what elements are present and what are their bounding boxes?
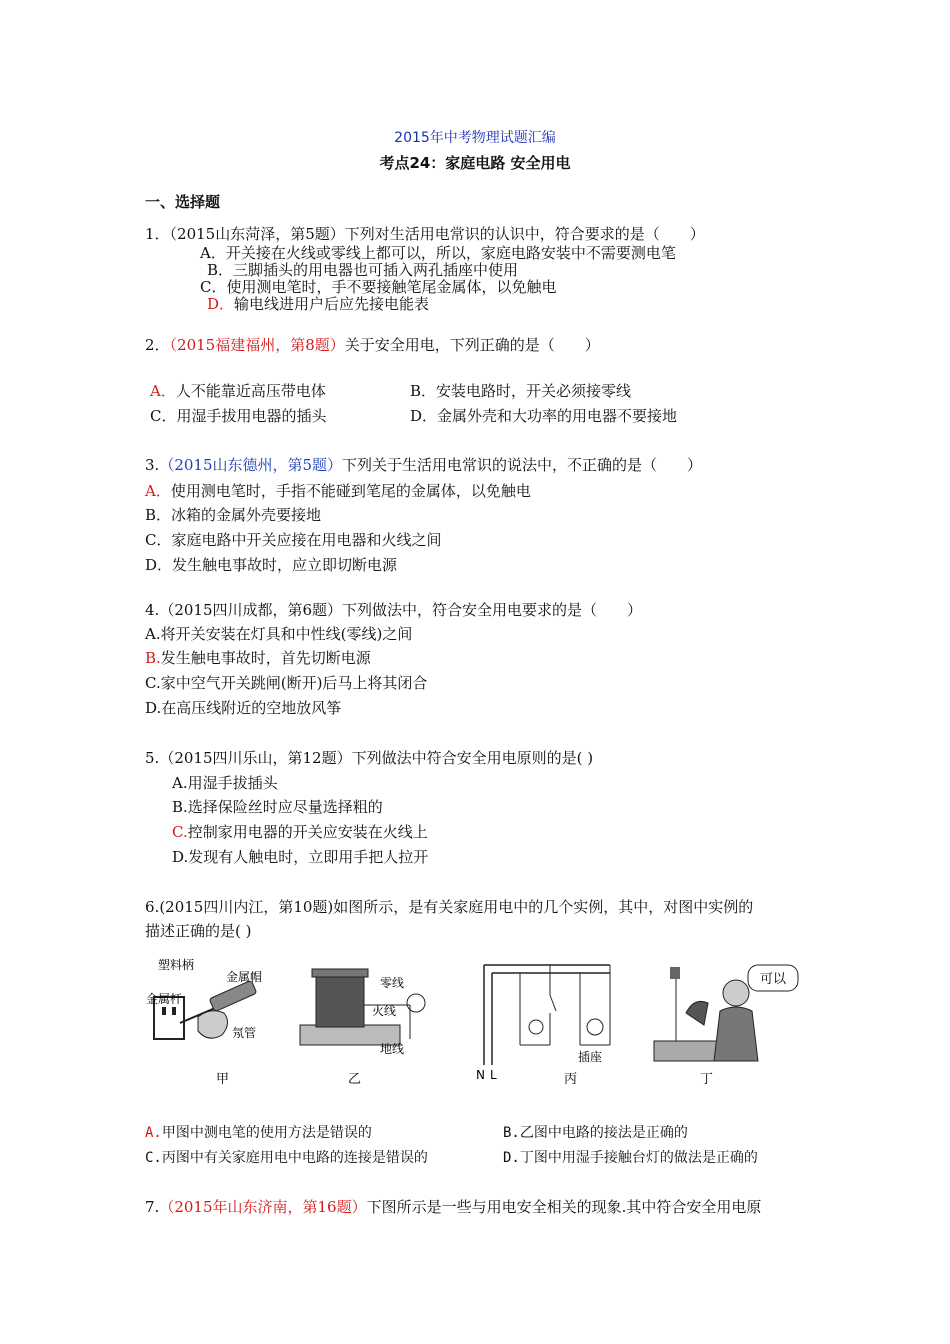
- question-text: 下列做法中，符合安全用电要求的是（ ）: [342, 601, 643, 619]
- question-number: 6.: [145, 898, 160, 916]
- q3-option-a: A．使用测电笔时，手指不能碰到笔尾的金属体，以免触电: [145, 482, 531, 500]
- q5-option-b: B.选择保险丝时应尽量选择粗的: [172, 798, 383, 816]
- question-source: （2015福建福州，第8题）: [169, 336, 345, 354]
- q1-option-b: B．三脚插头的用电器也可插入两孔插座中使用: [207, 261, 519, 279]
- question-text: 下列对生活用电常识的认识中，符合要求的是（ ）: [344, 225, 705, 243]
- question-source: （2015四川乐山，第12题）: [159, 749, 352, 767]
- figure-bing: [476, 965, 610, 1087]
- question-text: 下列做法中符合安全用电原则的是( ): [351, 749, 594, 767]
- svg-text:乙: 乙: [348, 1072, 362, 1087]
- question-6-stem: [145, 897, 753, 917]
- question-5-stem: [145, 748, 593, 768]
- q5-option-c: C.控制家用电器的开关应安装在火线上: [172, 823, 428, 841]
- q6-option-d: D.丁图中用湿手接触台灯的做法是正确的: [503, 1150, 758, 1166]
- question-source: （2015四川成都，第6题）: [159, 601, 343, 619]
- svg-text:插座: 插座: [578, 1050, 603, 1064]
- q6-option-a: A.甲图中测电笔的使用方法是错误的: [145, 1125, 372, 1141]
- question-number: 5.: [145, 749, 160, 767]
- hand: [198, 1011, 228, 1038]
- q2-option-a: A．人不能靠近高压带电体: [150, 382, 326, 400]
- svg-text:火线: 火线: [372, 1004, 397, 1018]
- q1-option-d: D．输电线进用户后应先接电能表: [207, 295, 430, 313]
- q2-option-d: D．金属外壳和大功率的用电器不要接地: [410, 407, 678, 425]
- outlet: [587, 1019, 603, 1035]
- plug: [407, 994, 425, 1012]
- q2-option-b: B．安装电路时，开关必须接零线: [410, 382, 632, 400]
- question-number: 4.: [145, 601, 160, 619]
- svg-text:塑料柄: 塑料柄: [158, 958, 195, 972]
- doc-subtitle: 考点24：家庭电路 安全用电: [379, 154, 571, 172]
- q4-option-c: C.家中空气开关跳闸(断开)后马上将其闭合: [145, 674, 428, 692]
- question-number: 1．: [145, 225, 170, 243]
- svg-text:金属杆: 金属杆: [146, 992, 183, 1006]
- question-3-stem: [145, 455, 702, 475]
- q6-option-c: C.丙图中有关家庭用电中电路的连接是错误的: [145, 1150, 428, 1166]
- desk-lamp: [686, 1001, 708, 1025]
- person-head: [723, 980, 749, 1006]
- pot: [316, 975, 364, 1027]
- q1-option-a: A．开关接在火线或零线上都可以，所以，家庭电路安装中不需要测电笔: [200, 244, 676, 262]
- question-source: （2015山东德州，第5题）: [159, 456, 343, 474]
- person-body: [714, 1007, 758, 1061]
- question-6-stem-cont: 描述正确的是( ): [145, 922, 252, 940]
- q2-option-c: C．用湿手拔用电器的插头: [150, 407, 327, 425]
- svg-text:L: L: [490, 1068, 497, 1082]
- question-text: 如图所示，是有关家庭用电中的几个实例，其中，对图中实例的: [333, 898, 754, 916]
- q4-option-d: D.在高压线附近的空地放风筝: [145, 699, 342, 717]
- svg-text:金属帽: 金属帽: [226, 970, 263, 984]
- svg-text:甲: 甲: [216, 1072, 230, 1087]
- q5-option-a: A.用湿手拔插头: [172, 774, 278, 792]
- figure-ding: [654, 965, 798, 1087]
- figure-yi: [300, 969, 425, 1087]
- q5-option-d: D.发现有人触电时，立即用手把人拉开: [172, 848, 429, 866]
- question-source: （2015山东菏泽，第5题）: [169, 225, 345, 243]
- question-number: 3.: [145, 456, 160, 474]
- q1-option-c: C．使用测电笔时，手不要接触笔尾金属体，以免触电: [200, 278, 557, 296]
- pen-body: [209, 980, 257, 1011]
- question-text: 下图所示是一些与用电安全相关的现象.其中符合安全用电原: [366, 1198, 762, 1216]
- q3-option-b: B．冰箱的金属外壳要接地: [145, 506, 322, 524]
- question-number: 2．: [145, 336, 170, 354]
- svg-text:N: N: [476, 1068, 485, 1082]
- doc-title: 2015年中考物理试题汇编: [394, 130, 556, 146]
- question-source: （2015年山东济南，第16题）: [159, 1198, 367, 1216]
- svg-text:可以: 可以: [760, 972, 787, 987]
- question-2-stem: [145, 335, 600, 355]
- q3-option-d: D．发生触电事故时，应立即切断电源: [145, 556, 398, 574]
- question-source: (2015四川内江，第10题): [159, 898, 334, 916]
- question-text: 下列关于生活用电常识的说法中，不正确的是（ ）: [342, 456, 703, 474]
- svg-text:地线: 地线: [380, 1042, 405, 1056]
- question-1-stem: [145, 224, 705, 244]
- svg-text:零线: 零线: [380, 976, 405, 990]
- svg-text:丙: 丙: [564, 1072, 578, 1087]
- question-text: 关于安全用电，下列正确的是（ ）: [344, 336, 600, 354]
- q6-option-b: B.乙图中电路的接法是正确的: [503, 1125, 688, 1141]
- svg-text:氖管: 氖管: [232, 1026, 257, 1040]
- q3-option-c: C．家庭电路中开关应接在用电器和火线之间: [145, 531, 442, 549]
- q4-option-b: B.发生触电事故时，首先切断电源: [145, 649, 371, 667]
- lamp: [529, 1020, 543, 1034]
- q6-figure: [140, 955, 820, 1095]
- figure-jia: [146, 957, 262, 1087]
- svg-text:丁: 丁: [700, 1072, 714, 1087]
- switch: [550, 995, 556, 1011]
- question-7-stem: [145, 1197, 761, 1217]
- q4-option-a: A.将开关安装在灯具和中性线(零线)之间: [145, 625, 413, 643]
- section-heading: 一、选择题: [145, 193, 221, 211]
- question-number: 7.: [145, 1198, 160, 1216]
- question-4-stem: [145, 600, 642, 620]
